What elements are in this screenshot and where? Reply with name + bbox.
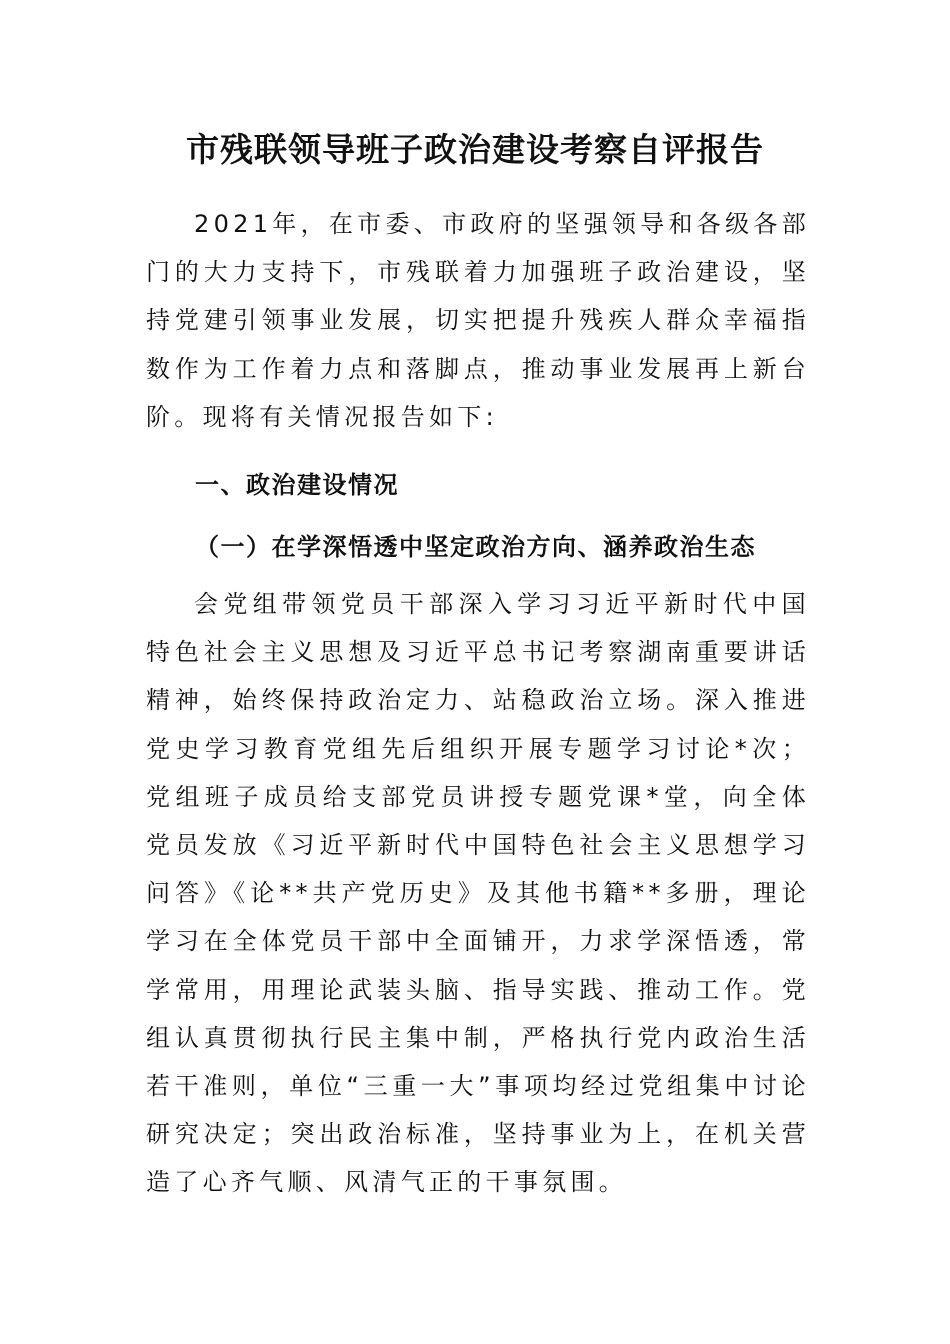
intro-paragraph: 2021年，在市委、市政府的坚强领导和各级各部门的大力支持下，市残联着力加强班子政治建设，坚持党建引领事业发展，切实把提升残疾人群众幸福指数作为工作着力点和落脚点，推动事业发展再上新台阶。现将有关情况报告如下:	[146, 210, 810, 431]
body-paragraph: 会党组带领党员干部深入学习习近平新时代中国特色社会主义思想及习近平总书记考察湖南重要讲话精神，始终保持政治定力、站稳政治立场。深入推进党史学习教育党组先后组织开展专题学习讨论*次；党组班子成员给支部党员讲授专题党课*堂，向全体党员发放《习近平新时代中国特色社会主义思想学习问答》《论**共产党历史》及其他书籍**多册，理论学习在全体党员干部中全面铺开，力求学深悟透，常学常用，用理论武装头脑、指导实践、推动工作。党组认真贯彻执行民主集中制，严格执行党内政治生活若干准则，单位“三重一大”事项均经过党组集中讨论研究决定；突出政治标准，坚持事业为上，在机关营造了心齐气顺、风清气正的干事氛围。	[146, 590, 810, 1197]
document-title: 市残联领导班子政治建设考察自评报告	[186, 130, 764, 169]
section-heading: 一、政治建设情况	[195, 471, 399, 499]
subsection-heading: （一）在学深悟透中坚定政治方向、涵养政治生态	[195, 533, 756, 561]
